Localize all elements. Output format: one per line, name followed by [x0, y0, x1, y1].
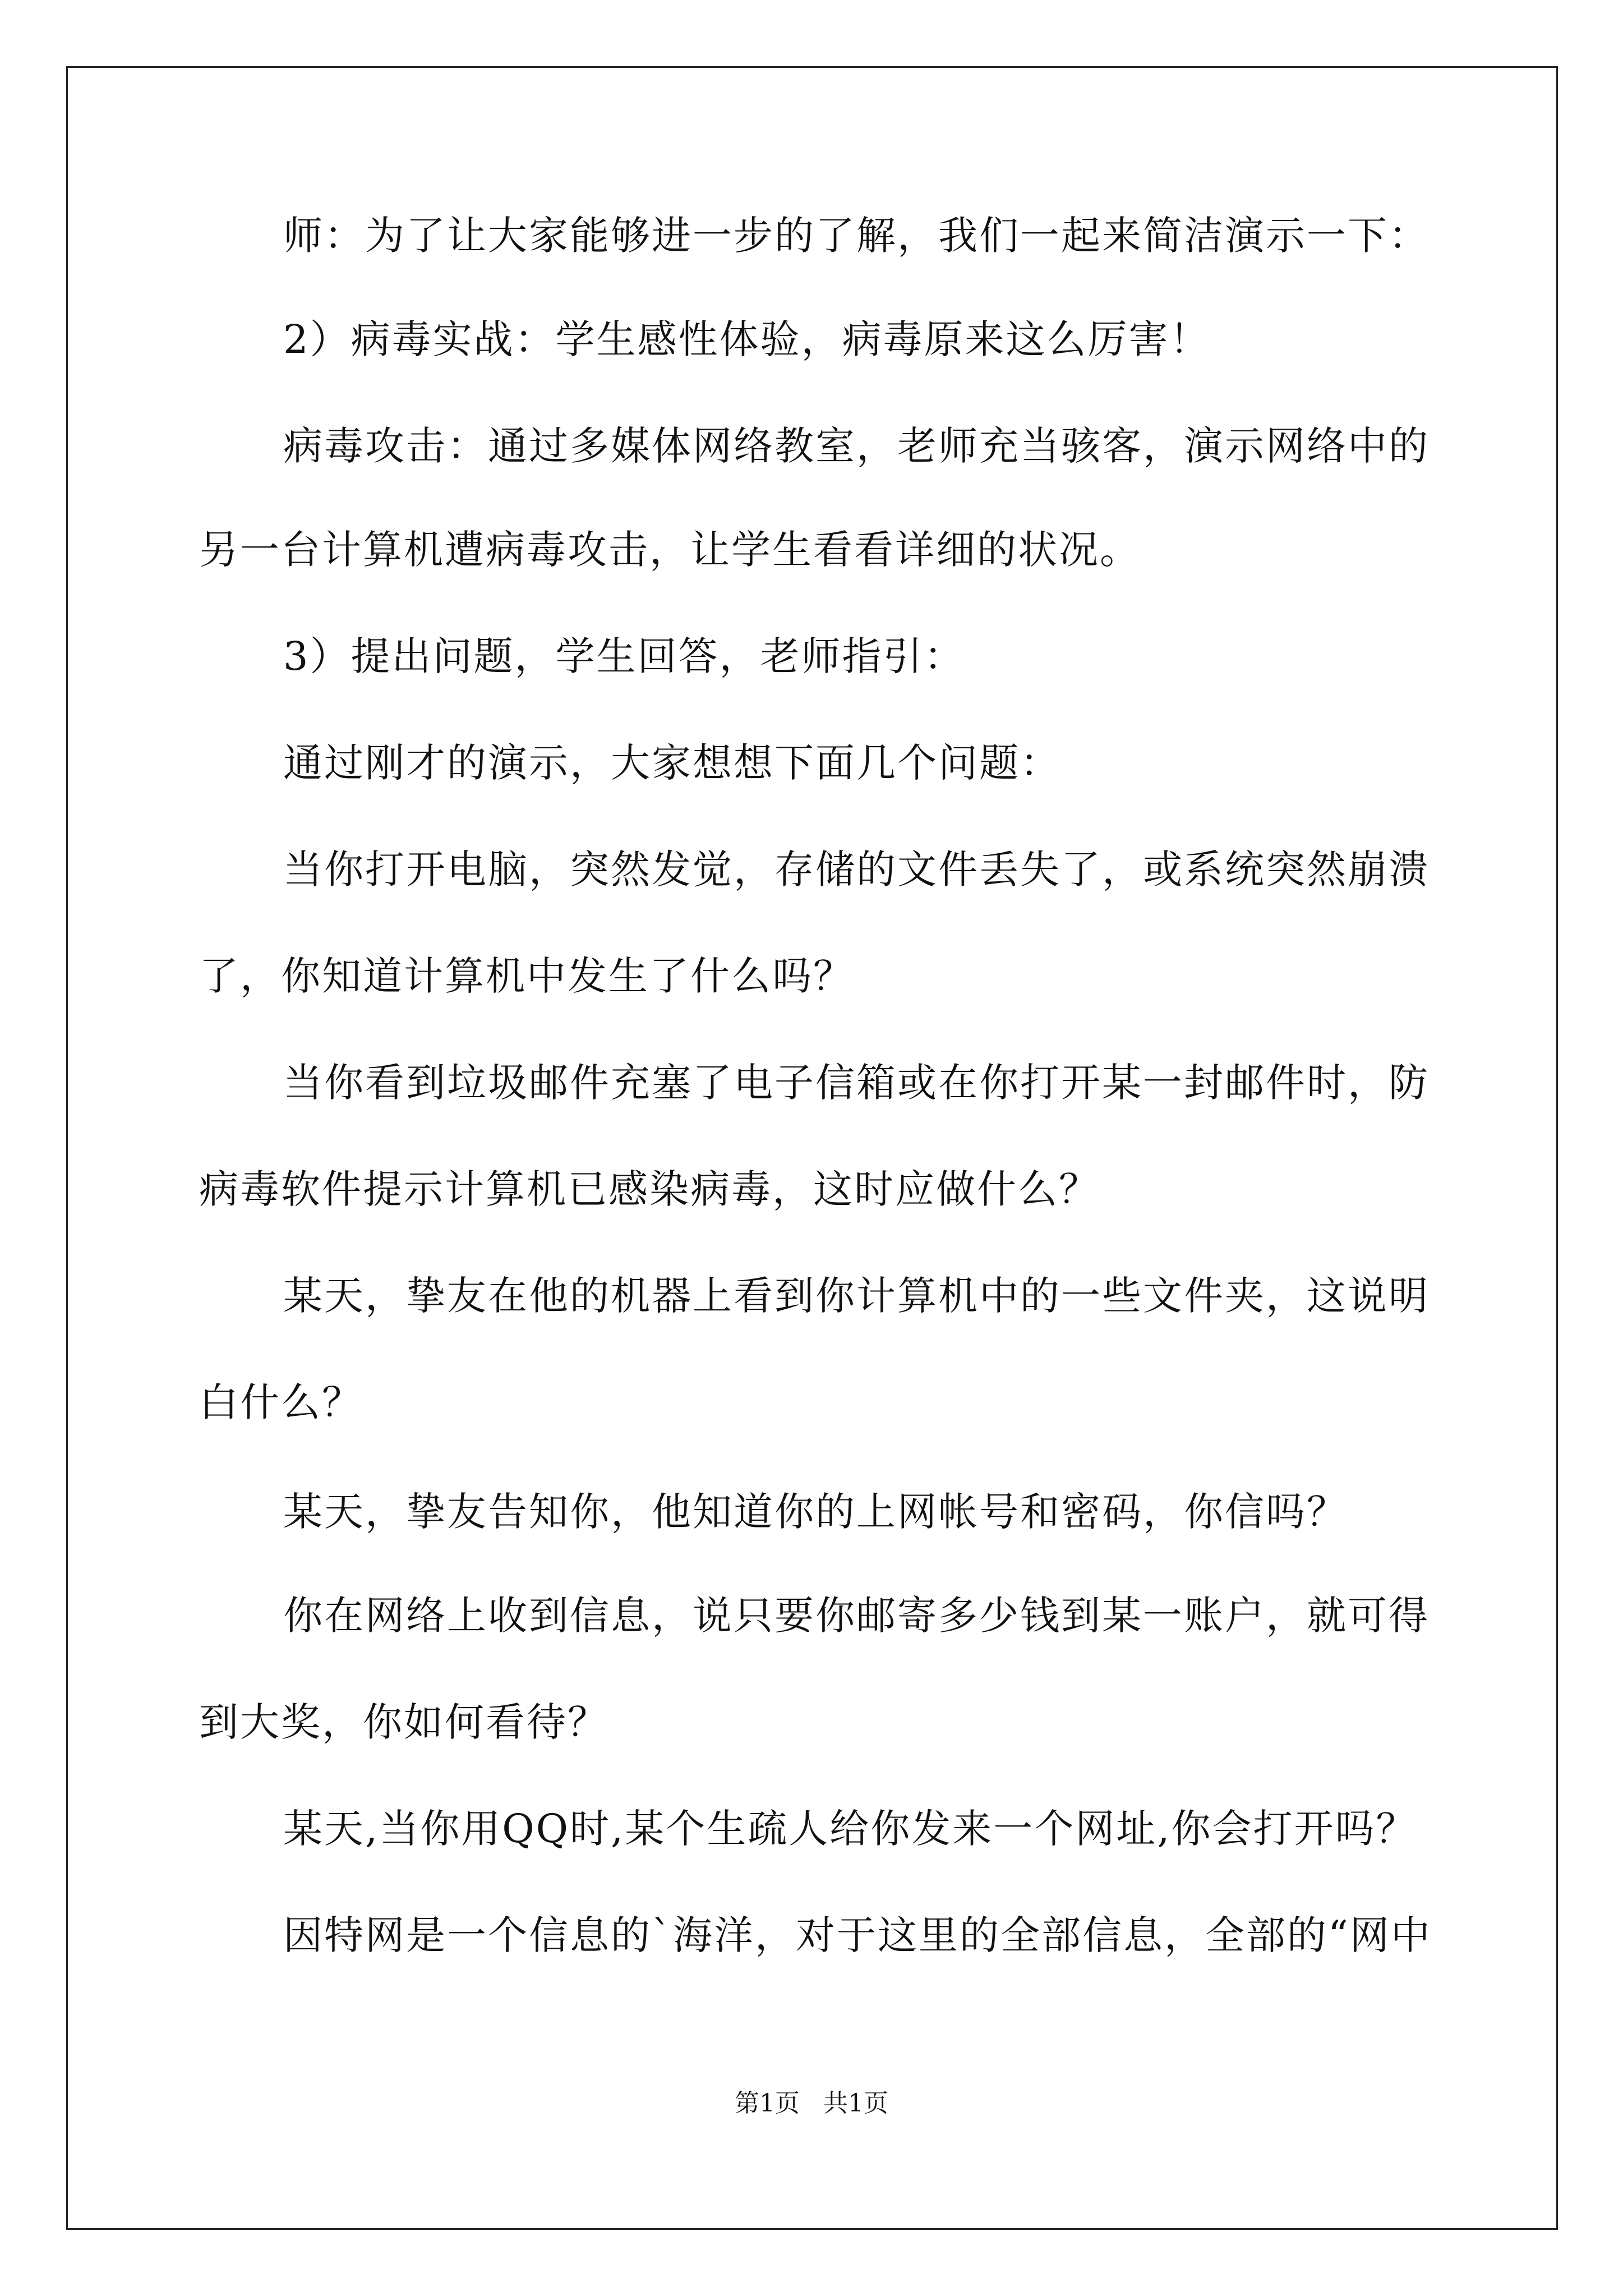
paragraph-line: 当你打开电脑，突然发觉，存储的文件丢失了，或系统突然崩溃 — [283, 846, 1430, 892]
paragraph-line: 到大奖，你如何看待？ — [199, 1699, 608, 1745]
paragraph-line: 白什么？ — [199, 1379, 363, 1425]
paragraph-line: 病毒软件提示计算机已感染病毒，这时应做什么？ — [199, 1166, 1100, 1212]
page-footer: 第1页 共1页 — [735, 2089, 888, 2118]
paragraph-line: 你在网络上收到信息，说只要你邮寄多少钱到某一账户，就可得 — [283, 1593, 1430, 1639]
paragraph-line: 了，你知道计算机中发生了什么吗？ — [199, 953, 854, 999]
paragraph-line: 3）提出问题，学生回答，老师指引： — [283, 633, 965, 679]
paragraph-line: 某天，挚友在他的机器上看到你计算机中的一些文件夹，这说明 — [283, 1273, 1430, 1319]
paragraph-line: 师：为了让大家能够进一步的了解，我们一起来简洁演示一下： — [283, 213, 1430, 259]
paragraph-line: 2）病毒实战：学生感性体验，病毒原来这么厉害！ — [283, 316, 1211, 362]
paragraph-line: 当你看到垃圾邮件充塞了电子信箱或在你打开某一封邮件时，防 — [283, 1060, 1430, 1106]
page-border — [66, 66, 1558, 2230]
paragraph-line: 某天,当你用QQ时,某个生疏人给你发来一个网址,你会打开吗？ — [283, 1806, 1417, 1852]
paragraph-line: 因特网是一个信息的`海洋，对于这里的全部信息，全部的“网中 — [283, 1912, 1432, 1958]
paragraph-line: 某天，挚友告知你，他知道你的上网帐号和密码，你信吗？ — [283, 1489, 1348, 1535]
paragraph-line: 病毒攻击：通过多媒体网络教室，老师充当骇客，演示网络中的 — [283, 423, 1430, 469]
paragraph-line: 另一台计算机遭病毒攻击，让学生看看详细的状况。 — [199, 527, 1141, 573]
paragraph-line: 通过刚才的演示，大家想想下面几个问题： — [283, 740, 1061, 786]
